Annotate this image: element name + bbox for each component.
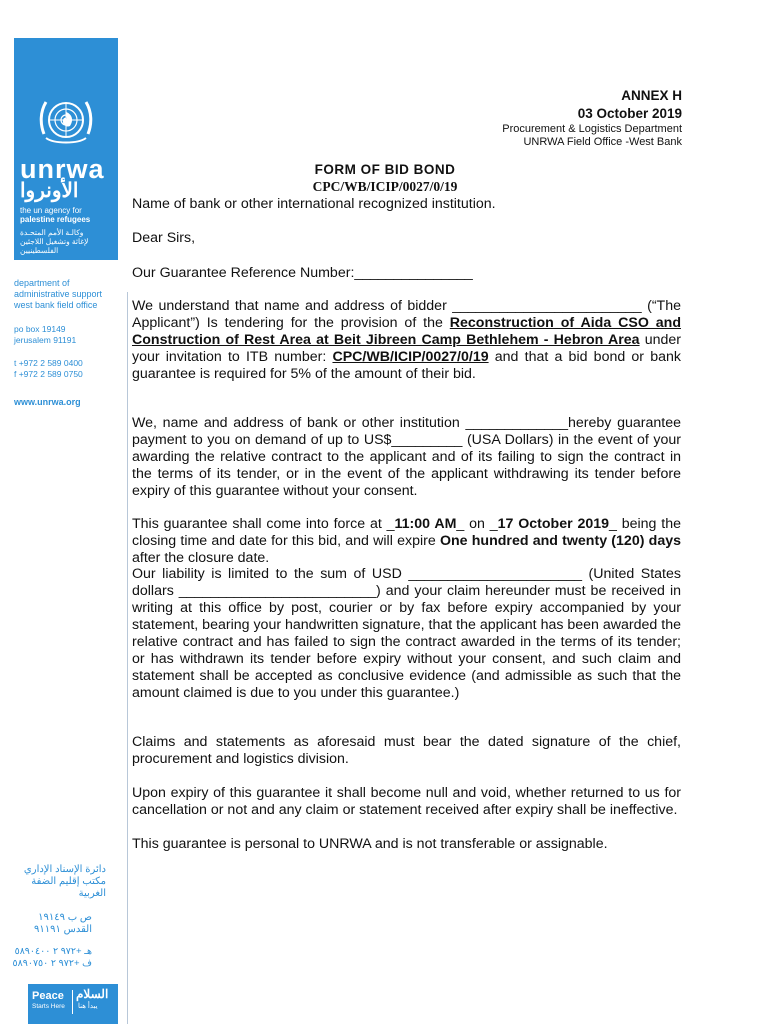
phone-fax-arabic: هـ +٩٧٢ ٢ ٥٨٩٠٤٠٠ ف +٩٧٢ ٢ ٥٨٩٠٧٥٠ [12,946,92,969]
letterhead-sidebar [0,0,130,1024]
un-emblem-icon [36,90,96,150]
paragraph-applicant: We understand that name and address of bidder ________________________ (“The Applicant”) Is tendering for the provision of the Reconstruction of Aida CSO and Construction of Rest Area at Beit Jibreen Camp Bethlehem - Hebron Area under your invitation to ITB number: CPC/WB/ICIP/0027/0/19 and that a bid bond or bank guarantee is required for 5% of the amount of their bid. [132,298,682,382]
sidebar-divider [127,292,128,1024]
form-title: FORM OF BID BOND [314,162,456,177]
closing-date: 17 October 2019 [497,516,610,532]
peace-starts-here-badge: Peace Starts Here السلام يبدأ هنا [28,984,118,1024]
paragraph-expiry: Upon expiry of this guarantee it shall become null and void, whether returned to us for cancellation or not and any claim or statement received after expiry shall be ineffective. [132,785,681,818]
logo-tagline: the un agency for palestine refugees [20,206,91,224]
salutation: Dear Sirs, [132,230,196,246]
itb-number: CPC/WB/ICIP/0027/0/19 [332,349,489,365]
guarantee-reference-line: Our Guarantee Reference Number:_______________ [132,265,473,281]
website-link[interactable]: www.unrwa.org [14,397,81,407]
issuing-office: UNRWA Field Office -West Bank [523,136,682,148]
phone-fax: t +972 2 589 0400 f +972 2 589 0750 [14,358,83,379]
bank-name-line: Name of bank or other international recognized institution. [132,196,496,212]
department-name: department of administrative support west bank field office [14,278,103,310]
divider [72,990,73,1014]
validity-period: One hundred and twenty (120) days [439,533,681,549]
paragraph-non-transferable: This guarantee is personal to UNRWA and is not transferable or assignable. [132,836,608,852]
paragraph-payment-guarantee: We, name and address of bank or other institution _____________hereby guarantee payment to you on demand of up to US$_________ (USA Dollars) in the event of your awarding the relative contract to the applicant and of its failing to sign the contract in the terms of its tender, or in the event of the applicant withdrawing its tender before expiry of this guarantee without your consent. [132,415,681,499]
paragraph-validity: This guarantee shall come into force at _11:00 AM_ on _17 October 2019_ being the closing time and date for this bid, and will expire One hundred and twenty (120) days after the closure date. [132,516,681,566]
postal-address: po box 19149 jerusalem 91191 [14,324,77,345]
issuing-department: Procurement & Logistics Department [502,123,682,135]
postal-address-arabic: ص ب ١٩١٤٩ القدس ٩١١٩١ [34,912,92,935]
document-header [502,87,682,149]
logo-wordmark-arabic: الأونروا [20,180,79,202]
annex-label: ANNEX H [621,88,682,103]
unrwa-logo [14,38,118,260]
document-date: 03 October 2019 [577,106,682,121]
logo-wordmark: unrwa [20,154,105,184]
paragraph-claims: Claims and statements as aforesaid must bear the dated signature of the chief, procurement and logistics division. [132,734,681,767]
project-name: Reconstruction of Aida CSO and Construction of Rest Area at Beit Jibreen Camp Bethlehem - Hebron Area [132,315,681,348]
paragraph-liability: Our liability is limited to the sum of USD ______________________ (United States dollars _________________________) and your claim hereunder must be received in writing at this office by post, courier or by fax before expiry accompanied by your statement, bearing your handwritten signature, that the applicant has been awarded the relative contract and has failed to sign the contract awarded in the terms of its tender; or has withdrawn its tender before expiry without your consent, and such claim and statement shall be accepted as conclusive evidence (and admissible as such that the amount claimed is due to you under this guarantee.) [132,566,681,701]
closing-time: 11:00 AM [394,516,457,532]
logo-tagline-arabic: وكالـة الأمم المتحـدة لإغاثة وتشغيل اللاجئين الفلسطينيين [20,228,89,255]
tender-reference: CPC/WB/ICIP/0027/0/19 [312,179,458,194]
department-name-arabic: دائرة الإسناد الإداري مكتب إقليم الضفة الغربية [23,864,106,899]
